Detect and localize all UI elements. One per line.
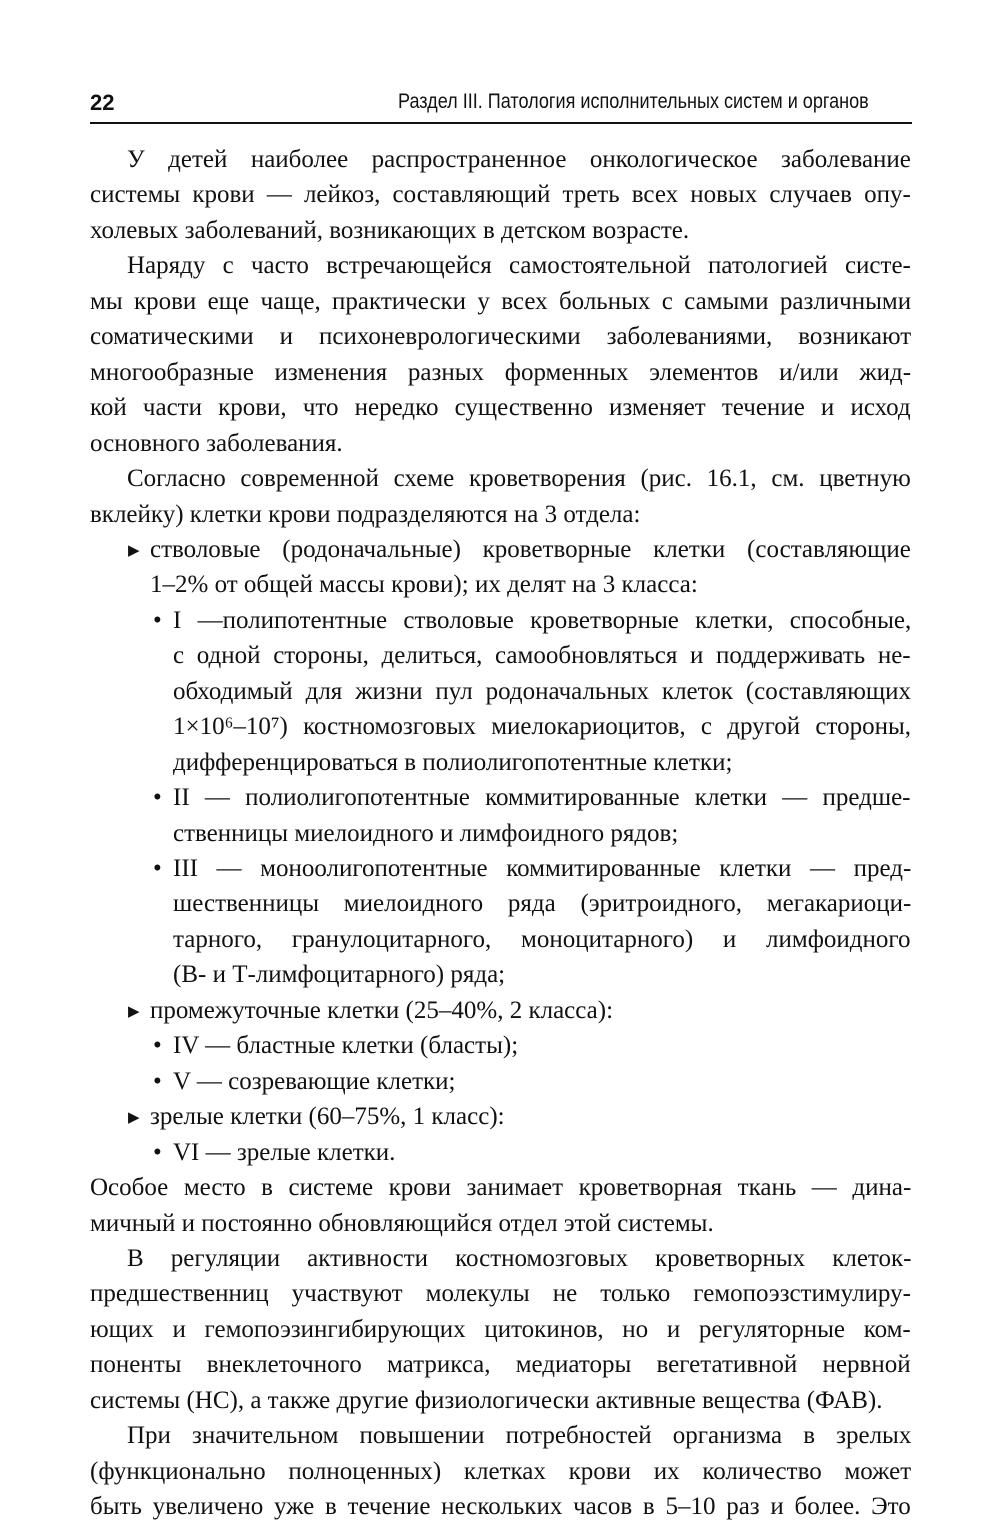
text-line: Согласно современной схеме кроветворения (рис. 16.1, см. цветную (127, 465, 911, 493)
text-line: промежуточные клетки (25–40%, 2 класса): (150, 996, 614, 1024)
text-line: II — полиолигопотентные коммитированные клетки — предше- (173, 784, 911, 812)
text-line: быть увеличено уже в течение нескольких часов в 5–10 раз и более. Это (90, 1493, 911, 1521)
text-line: многообразные изменения разных форменных элементов и/или жид- (90, 358, 912, 386)
text-line: дифференцироваться в полиолигопотентные клетки; (173, 748, 733, 776)
text-line: ственницы миелоидного и лимфоидного рядов; (173, 819, 679, 847)
text-line: Наряду с часто встречающейся самостоятельной патологией систе- (127, 252, 911, 280)
bullet-icon: • (153, 1138, 162, 1166)
text-line: Особое место в системе крови занимает кроветворная ткань — дина- (90, 1174, 912, 1202)
text-line: (В- и Т-лимфоцитарного) ряда; (173, 961, 506, 989)
text-line: 1×10⁶–10⁷) костномозговых миелокариоцитов, с другой стороны, (173, 713, 911, 741)
text-line: V — созревающие клетки; (173, 1067, 456, 1095)
text-line: холевых заболеваний, возникающих в детском возрасте. (90, 216, 690, 244)
text-line: У детей наиболее распространенное онкологическое заболевание (127, 146, 911, 173)
text-line: системы крови — лейкоз, составляющий треть всех новых случаев опу- (90, 181, 911, 209)
text-line: обходимый для жизни пул родоначальных клеток (составляющих (173, 677, 912, 705)
text-line: (функционально полноценных) клетках крови их количество может (90, 1457, 912, 1485)
bullet-icon: • (153, 1032, 162, 1060)
header-rule (90, 122, 912, 124)
text-line: основного заболевания. (90, 429, 343, 457)
text-line: кой части крови, что нередко существенно изменяет течение и исход (90, 394, 911, 422)
text-line: предшественниц участвуют молекулы не только гемопоэзстимулиру- (90, 1280, 911, 1308)
text-line: При значительном повышении потребностей организма в зрелых (127, 1422, 912, 1450)
text-line: 1–2% от общей массы крови); их делят на 3 класса: (150, 571, 698, 599)
bullet-icon: • (153, 855, 162, 882)
bullet-icon: • (153, 784, 162, 812)
text-line: мичный и постоянно обновляющийся отдел этой системы. (90, 1209, 714, 1237)
text-line: III — моноолигопотентные коммитированные клетки — пред- (173, 855, 912, 882)
text-line: I —полипотентные стволовые кроветворные клетки, способные, (173, 606, 912, 634)
text-line: VI — зрелые клетки. (173, 1138, 396, 1166)
text-line: зрелые клетки (60–75%, 1 класс): (150, 1103, 505, 1131)
text-line: стволовые (родоначальные) кроветворные клетки (составляющие (150, 535, 911, 563)
text-line: поненты внеклеточного матрикса, медиаторы вегетативной нервной (90, 1351, 911, 1379)
text-line: вклейку) клетки крови подразделяются на 3 отдела: (90, 500, 641, 528)
text-line: шественницы миелоидного ряда (эритроидного, мегакариоци- (173, 890, 912, 918)
arrow-bullet-icon: ▶ (128, 1003, 140, 1020)
arrow-bullet-icon: ▶ (128, 1110, 140, 1127)
text-line: В регуляции активности костномозговых кроветворных клеток- (127, 1244, 912, 1272)
arrow-bullet-icon: ▶ (128, 542, 140, 559)
text-line: системы (НС), а также другие физиологически активные вещества (ФАВ). (90, 1386, 883, 1414)
text-line: мы крови еще чаще, практически у всех больных с самыми различными (90, 287, 912, 315)
text-line: ющих и гемопоэзингибирующих цитокинов, но и регуляторные ком- (90, 1315, 911, 1343)
text-line: тарного, гранулоцитарного, моноцитарного) и лимфоидного (173, 925, 911, 953)
bullet-icon: • (153, 606, 162, 634)
bullet-icon: • (153, 1067, 162, 1095)
text-line: IV — бластные клетки (бласты); (173, 1032, 519, 1060)
page-number: 22 (90, 90, 115, 115)
text-line: соматическими и психоневрологическими заболеваниями, возникают (90, 323, 912, 351)
text-line: с одной стороны, делиться, самообновляться и поддерживать не- (173, 642, 911, 670)
running-head: Раздел III. Патология исполнительных систем и органов (398, 90, 869, 113)
